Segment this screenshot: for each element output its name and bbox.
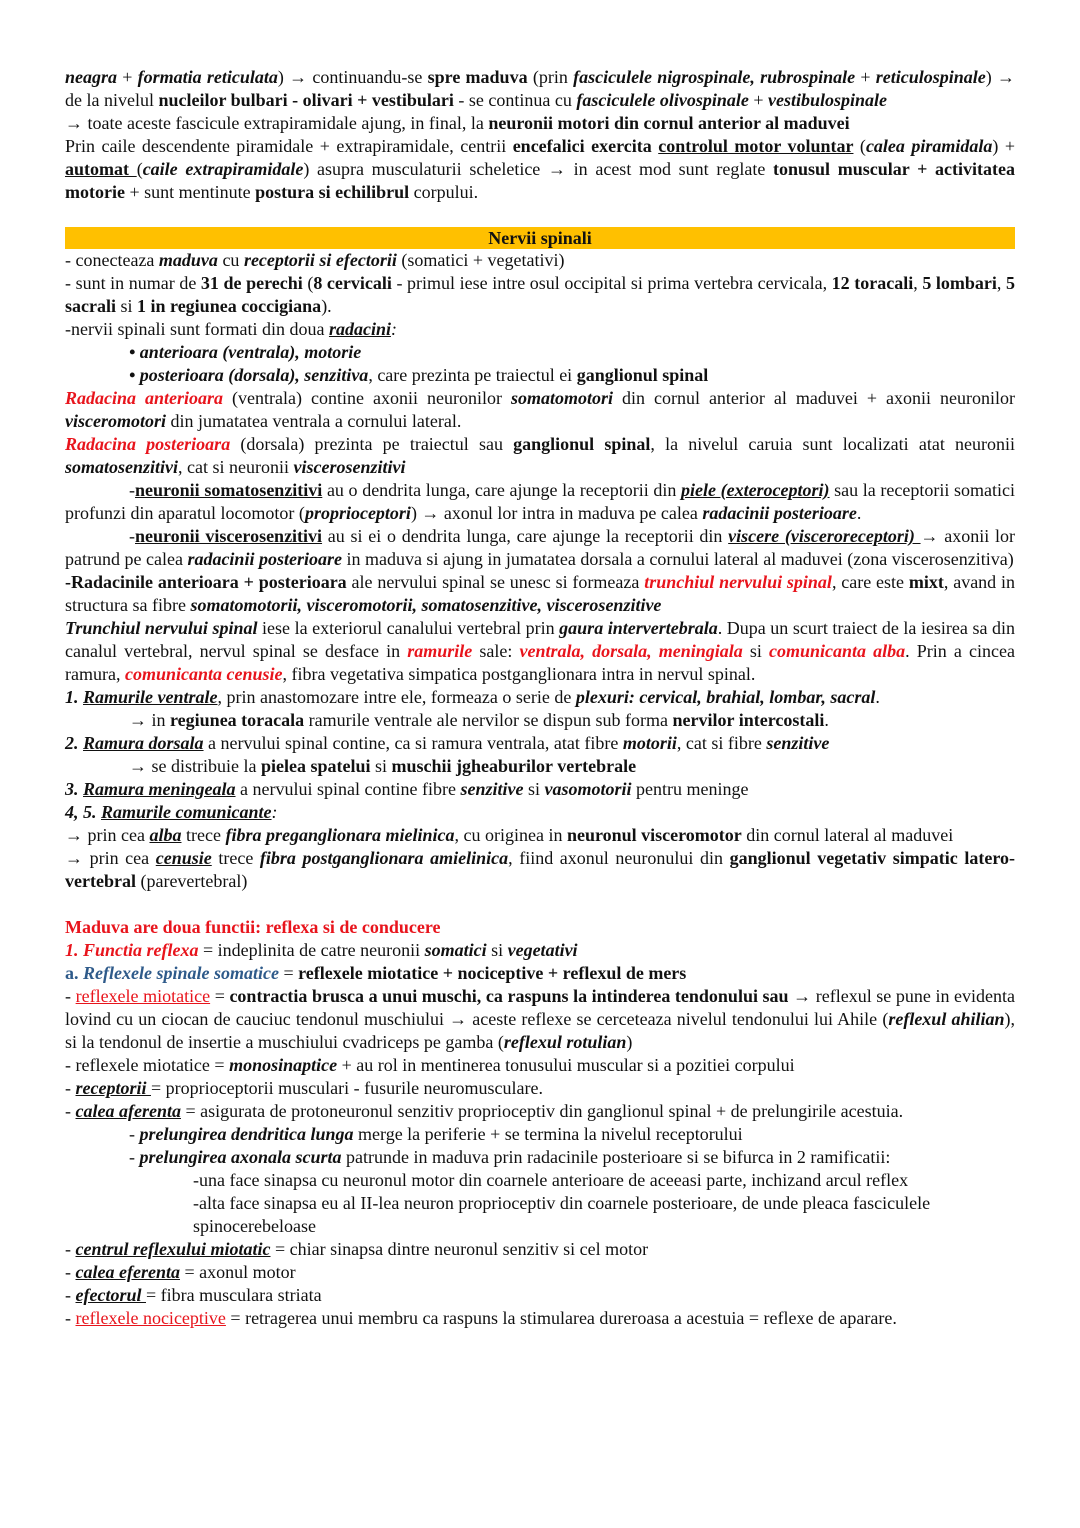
text-run: a nervului spinal contine, ca si ramura ventrala, atat fibre (203, 733, 623, 753)
text-run: . Dupa un scurt traiect de la iesirea sa din canalul vertebral, nervul spinal se desface in (65, 618, 1015, 661)
text-run: : (390, 319, 397, 339)
text-run: → se distribuie la (129, 756, 261, 776)
text-run: din jumatatea ventrala a cornului lateral. (166, 411, 462, 431)
text-run: ( (136, 159, 143, 179)
text-run: Reflexele spinale somatice (83, 963, 279, 983)
nervi-paragraph (65, 249, 1015, 272)
functii-paragraph (65, 1192, 1015, 1238)
text-run: = (278, 963, 299, 983)
text-run: 31 de perechi (200, 273, 303, 293)
text-run: reticulospinale (875, 67, 986, 87)
text-run: calea eferenta (75, 1262, 180, 1282)
text-run: contractia brusca a unui muschi, ca raspuns la intinderea tendonului sau (229, 986, 789, 1006)
text-run: -una face sinapsa cu neuronul motor din coarnele anterioare de aceeasi parte, inchizand arcul reflex (193, 1170, 909, 1190)
text-run: sale: (472, 641, 520, 661)
text-run: reflexele nociceptive (75, 1308, 226, 1328)
functii-paragraph (65, 1146, 1015, 1169)
text-run: plexuri: cervical, brahial, lombar, sacral (575, 687, 876, 707)
text-run: si (742, 641, 770, 661)
text-run: radacinii posterioare (702, 503, 857, 523)
text-run: fibra postganglionara amielinica (259, 848, 509, 868)
spacer (65, 204, 1015, 227)
text-run: ) (626, 1032, 633, 1052)
text-run: calea aferenta (75, 1101, 181, 1121)
text-run: → reflexul se pune in evidenta lovind cu un ciocan de cauciuc tendonul muschiului → aceste reflexe se cerceteaza nivelul tendonului lui Ahile ( (65, 986, 1016, 1029)
nervi-paragraph (65, 778, 1015, 801)
text-run: Ramurile ventrale (83, 687, 218, 707)
text-run: 4, 5. (65, 802, 101, 822)
nervi-paragraph (65, 272, 1015, 318)
text-run: - (65, 1308, 76, 1328)
text-run: proprioceptori (304, 503, 411, 523)
text-run: reflexele miotatice (75, 986, 211, 1006)
text-run: 3. (65, 779, 83, 799)
text-run: ganglionul vegetativ simpatic latero-vertebral (65, 848, 1015, 891)
nervi-paragraph (65, 801, 1015, 824)
text-run: 8 cervicali (313, 273, 392, 293)
text-run: cu (217, 250, 244, 270)
text-run: si (523, 779, 545, 799)
text-run: , prin anastomozare intre ele, formeaza o serie de (217, 687, 576, 707)
text-run: : (271, 802, 278, 822)
nervi-paragraph (65, 571, 1015, 617)
text-run: vegetativi (507, 940, 578, 960)
text-run: - (65, 1262, 76, 1282)
text-run: -nervii spinali sunt formati din doua (65, 319, 329, 339)
text-run: ramurile (407, 641, 473, 661)
text-run: → axonii lor patrund pe calea (65, 526, 1015, 569)
text-run: ). (321, 296, 332, 316)
text-run: vestibulospinale (768, 90, 888, 110)
text-run: . (875, 687, 880, 707)
text-run: monosinaptice (229, 1055, 338, 1075)
text-run: nucleilor bulbari - olivari + vestibulari (158, 90, 454, 110)
functii-paragraph (65, 985, 1015, 1054)
nervi-paragraph (65, 479, 1015, 525)
text-run: - (129, 1147, 140, 1167)
text-run: - (65, 1285, 76, 1305)
text-run: si (370, 756, 392, 776)
text-run: caile extrapiramidale (142, 159, 304, 179)
text-run: corpului. (409, 182, 479, 202)
nervi-paragraph (65, 617, 1015, 686)
text-run: (parevertebral) (135, 871, 248, 891)
text-run: Ramurile comunicante (101, 802, 272, 822)
text-run: 2. (65, 733, 83, 753)
text-run: -alta face sinapsa eu al II-lea neuron proprioceptiv din coarnele posterioare, de unde pleaca fasciculele spinocerebeloase (193, 1193, 931, 1236)
text-run: trece (181, 825, 226, 845)
nervi-spinali-section (65, 249, 1015, 893)
text-run: ) → de la nivelul (65, 67, 1016, 110)
text-run: comunicanta cenusie (124, 664, 283, 684)
text-run: merge la periferie + se termina la nivelul receptorului (353, 1124, 743, 1144)
text-run: patrunde in maduva prin radacinile posterioare si se bifurca in 2 ramificatii: (341, 1147, 891, 1167)
text-run: • anterioara (ventrala), motorie (129, 342, 362, 362)
text-run: 1. (65, 687, 83, 707)
text-run: Ramura dorsala (83, 733, 204, 753)
functii-paragraph (65, 962, 1015, 985)
text-run: au o dendrita lunga, care ajunge la receptorii din (322, 480, 681, 500)
nervi-paragraph (65, 755, 1015, 778)
functii-paragraph (65, 1238, 1015, 1261)
text-run: , cat si neuronii (178, 457, 294, 477)
text-run: ) → axonul lor intra in maduva pe calea (410, 503, 703, 523)
functii-paragraph (65, 916, 1015, 939)
text-run: Trunchiul nervului spinal (65, 618, 258, 638)
text-run: automat (65, 159, 137, 179)
text-run: centrul reflexului miotatic (75, 1239, 271, 1259)
nervi-paragraph (65, 847, 1015, 893)
text-run: • posterioara (dorsala), senzitiva (129, 365, 369, 385)
intro-paragraph-2 (65, 112, 1015, 135)
text-run: fasciculele olivospinale (576, 90, 749, 110)
text-run: -Radacinile anterioara + posterioara (65, 572, 347, 592)
text-run: radacinii posterioare (187, 549, 342, 569)
text-run: formatia reticulata (137, 67, 278, 87)
text-run: encefalici exercita (512, 136, 652, 156)
text-run: trunchiul nervului spinal (644, 572, 832, 592)
text-run: neuronii motori din cornul anterior al maduvei (488, 113, 850, 133)
text-run: - primul iese intre osul occipital si prima vertebra cervicala, (391, 273, 832, 293)
text-run: vasomotorii (544, 779, 632, 799)
text-run: somatomotorii, visceromotorii, somatosenzitive, viscerosenzitive (190, 595, 662, 615)
text-run: maduva (158, 250, 218, 270)
functii-paragraph (65, 1123, 1015, 1146)
text-run: - (129, 480, 135, 500)
functii-paragraph (65, 1169, 1015, 1192)
text-run: - sunt in numar de (65, 273, 201, 293)
text-run: → prin cea (65, 825, 150, 845)
text-run: Maduva are doua functii: reflexa si de conducere (65, 917, 441, 937)
text-run: prelungirea axonala scurta (139, 1147, 342, 1167)
text-run: controlul motor voluntar (658, 136, 854, 156)
functii-paragraph (65, 1100, 1015, 1123)
text-run: ), si la tendonul de insertie a muschiului cvadriceps pe gamba ( (65, 1009, 1015, 1052)
text-run: 5 sacrali (65, 273, 1015, 316)
text-run: postura si echilibrul (255, 182, 410, 202)
text-run: senzitive (766, 733, 830, 753)
text-run: , (996, 273, 1006, 293)
text-run: ) → continuandu-se (277, 67, 428, 87)
text-run: fasciculele nigrospinale, rubrospinale (573, 67, 856, 87)
text-run: - conecteaza (65, 250, 159, 270)
text-run: muschii jgheaburilor vertebrale (391, 756, 637, 776)
text-run: ventrala, dorsala, meningiala (519, 641, 743, 661)
text-run: din cornul anterior al maduvei + axonii neuronilor (612, 388, 1015, 408)
functii-paragraph (65, 1284, 1015, 1307)
text-run: alba (149, 825, 182, 845)
text-run: Ramura meningeala (83, 779, 236, 799)
text-run: Radacina anterioara (65, 388, 224, 408)
functii-maduva-section (65, 916, 1015, 1330)
text-run: → toate aceste fascicule extrapiramidale ajung, in final, la (65, 113, 489, 133)
text-run: ramurile ventrale ale nervilor se dispun sub forma (304, 710, 673, 730)
text-run: (dorsala) prezinta pe traiectul sau (230, 434, 514, 454)
text-run: spre maduva (427, 67, 528, 87)
text-run: - (65, 986, 76, 1006)
text-run: si (116, 296, 138, 316)
nervi-paragraph (65, 341, 1015, 364)
text-run: = (210, 986, 230, 1006)
section-title-nervii-spinali: Nervii spinali (65, 227, 1015, 249)
text-run: comunicanta alba (769, 641, 906, 661)
text-run: nervilor intercostali (672, 710, 825, 730)
nervi-paragraph (65, 364, 1015, 387)
text-run: a nervului spinal contine fibre (235, 779, 461, 799)
text-run: - (129, 526, 135, 546)
text-run: = indeplinita de catre neuronii (198, 940, 425, 960)
text-run: ( (853, 136, 866, 156)
text-run: + au rol in mentinerea tonusului muscular si a pozitiei corpului (337, 1055, 795, 1075)
text-run: reflexul ahilian (888, 1009, 1005, 1029)
text-run: 12 toracali (831, 273, 914, 293)
nervi-paragraph (65, 709, 1015, 732)
text-run: , cat si fibre (676, 733, 767, 753)
text-run: senzitive (460, 779, 524, 799)
text-run: somatosenzitivi (65, 457, 179, 477)
text-run: . (824, 710, 829, 730)
text-run: visceromotori (65, 411, 166, 431)
text-run: , avand in structura sa fibre (65, 572, 1016, 615)
text-run: in maduva si ajung in jumatatea dorsala a cornului lateral al maduvei (zona viscerosenzitiva) (341, 549, 1014, 569)
nervi-paragraph (65, 732, 1015, 755)
text-run: gaura intervertebrala (559, 618, 718, 638)
text-run: somatici (424, 940, 487, 960)
text-run: ) asupra musculaturii scheletice → in acest mod sunt reglate (303, 159, 774, 179)
functii-paragraph (65, 1077, 1015, 1100)
text-run: cenusie (155, 848, 212, 868)
text-run: - (65, 1101, 76, 1121)
text-run: Radacina posterioara (65, 434, 231, 454)
text-run: , care este (831, 572, 909, 592)
text-run: Prin caile descendente piramidale + extrapiramidale, centrii (65, 136, 513, 156)
text-run: . (856, 503, 862, 523)
nervi-paragraph (65, 686, 1015, 709)
text-run: 5 lombari (922, 273, 997, 293)
nervi-paragraph (65, 433, 1015, 479)
text-run: , (913, 273, 923, 293)
document-page (65, 66, 1015, 1330)
text-run: somatomotori (510, 388, 613, 408)
text-run: viscerosenzitivi (293, 457, 406, 477)
text-run: = proprioceptorii musculari - fusurile neuromusculare. (150, 1078, 544, 1098)
functii-paragraph (65, 939, 1015, 962)
nervi-paragraph (65, 318, 1015, 341)
text-run: (ventrala) contine axonii neuronilor (223, 388, 511, 408)
text-run: a. (65, 963, 83, 983)
text-run: (prin (527, 67, 574, 87)
text-run: = chiar sinapsa dintre neuronul senzitiv si cel motor (270, 1239, 649, 1259)
nervi-paragraph (65, 525, 1015, 571)
intro-paragraph-3 (65, 135, 1015, 204)
text-run: receptorii si efectorii (243, 250, 397, 270)
text-run: → in (129, 710, 171, 730)
text-run: receptorii (75, 1078, 151, 1098)
text-run: , fiind axonul neuronului din (508, 848, 730, 868)
text-run: = asigurata de protoneuronul senzitiv proprioceptiv din ganglionul spinal + de prelungirile acestuia. (180, 1101, 904, 1121)
text-run: neuronul visceromotor (566, 825, 742, 845)
text-run: pentru meninge (631, 779, 749, 799)
text-run: fibra preganglionara mielinica (225, 825, 455, 845)
text-run: motorii (622, 733, 677, 753)
functii-paragraph (65, 1261, 1015, 1284)
text-run: - se continua cu (453, 90, 577, 110)
intro-paragraph-1 (65, 66, 1015, 112)
text-run: ( (302, 273, 314, 293)
text-run: neagra (65, 67, 118, 87)
text-run: trece (211, 848, 260, 868)
text-run: = axonul motor (179, 1262, 296, 1282)
text-run: ) + (992, 136, 1015, 156)
nervi-paragraph (65, 387, 1015, 433)
spacer (65, 893, 1015, 916)
functii-paragraph (65, 1307, 1015, 1330)
text-run: tonusul muscular + activitatea motorie (65, 159, 1015, 202)
text-run: neuronii somatosenzitivi (135, 480, 323, 500)
text-run: viscere (visceroreceptori) (728, 526, 921, 546)
text-run: mixt (908, 572, 944, 592)
text-run: 1 in regiunea coccigiana (137, 296, 322, 316)
text-run: radacini (328, 319, 391, 339)
text-run: efectorul (75, 1285, 146, 1305)
text-run: + (117, 67, 138, 87)
text-run: - (129, 1124, 140, 1144)
text-run: - reflexele miotatice = (65, 1055, 230, 1075)
text-run: pielea spatelui (260, 756, 371, 776)
text-run: = retragerea unui membru ca raspuns la stimularea dureroasa a acestuia = reflexe de aparare. (225, 1308, 897, 1328)
text-run: regiunea toracala (170, 710, 305, 730)
nervi-paragraph (65, 824, 1015, 847)
text-run: iese la exteriorul canalului vertebral prin (257, 618, 560, 638)
text-run: reflexele miotatice + nociceptive + reflexul de mers (298, 963, 687, 983)
text-run: calea piramidala (865, 136, 993, 156)
text-run: , care prezinta pe traiectul ei (368, 365, 577, 385)
text-run: , fibra vegetativa simpatica postganglionara intra in nervul spinal. (282, 664, 756, 684)
text-run: ganglionul spinal (576, 365, 709, 385)
text-run: reflexul rotulian (503, 1032, 627, 1052)
text-run: → prin cea (65, 848, 156, 868)
text-run: (somatici + vegetativi) (396, 250, 565, 270)
text-run: + sunt mentinute (124, 182, 256, 202)
text-run: ganglionul spinal (513, 434, 651, 454)
text-run: sau la receptorii somatici profunzi din aparatul locomotor ( (65, 480, 1015, 523)
text-run: din cornul lateral al maduvei (741, 825, 954, 845)
text-run: , la nivelul caruia sunt localizati atat neuronii (650, 434, 1015, 454)
text-run: , cu originea in (454, 825, 567, 845)
text-run: - (65, 1239, 76, 1259)
text-run: prelungirea dendritica lunga (139, 1124, 354, 1144)
text-run: + (748, 90, 769, 110)
text-run: neuronii viscerosenzitivi (135, 526, 323, 546)
text-run: 1. Functia reflexa (65, 940, 199, 960)
text-run: = fibra musculara striata (145, 1285, 322, 1305)
text-run: + (855, 67, 876, 87)
text-run: au si ei o dendrita lunga, care ajunge la receptorii din (322, 526, 729, 546)
text-run: . Prin a cincea ramura, (65, 641, 1015, 684)
text-run: - (65, 1078, 76, 1098)
text-run: si (486, 940, 508, 960)
text-run: piele (exteroceptori) (680, 480, 830, 500)
text-run: ale nervului spinal se unesc si formeaza (346, 572, 645, 592)
functii-paragraph (65, 1054, 1015, 1077)
